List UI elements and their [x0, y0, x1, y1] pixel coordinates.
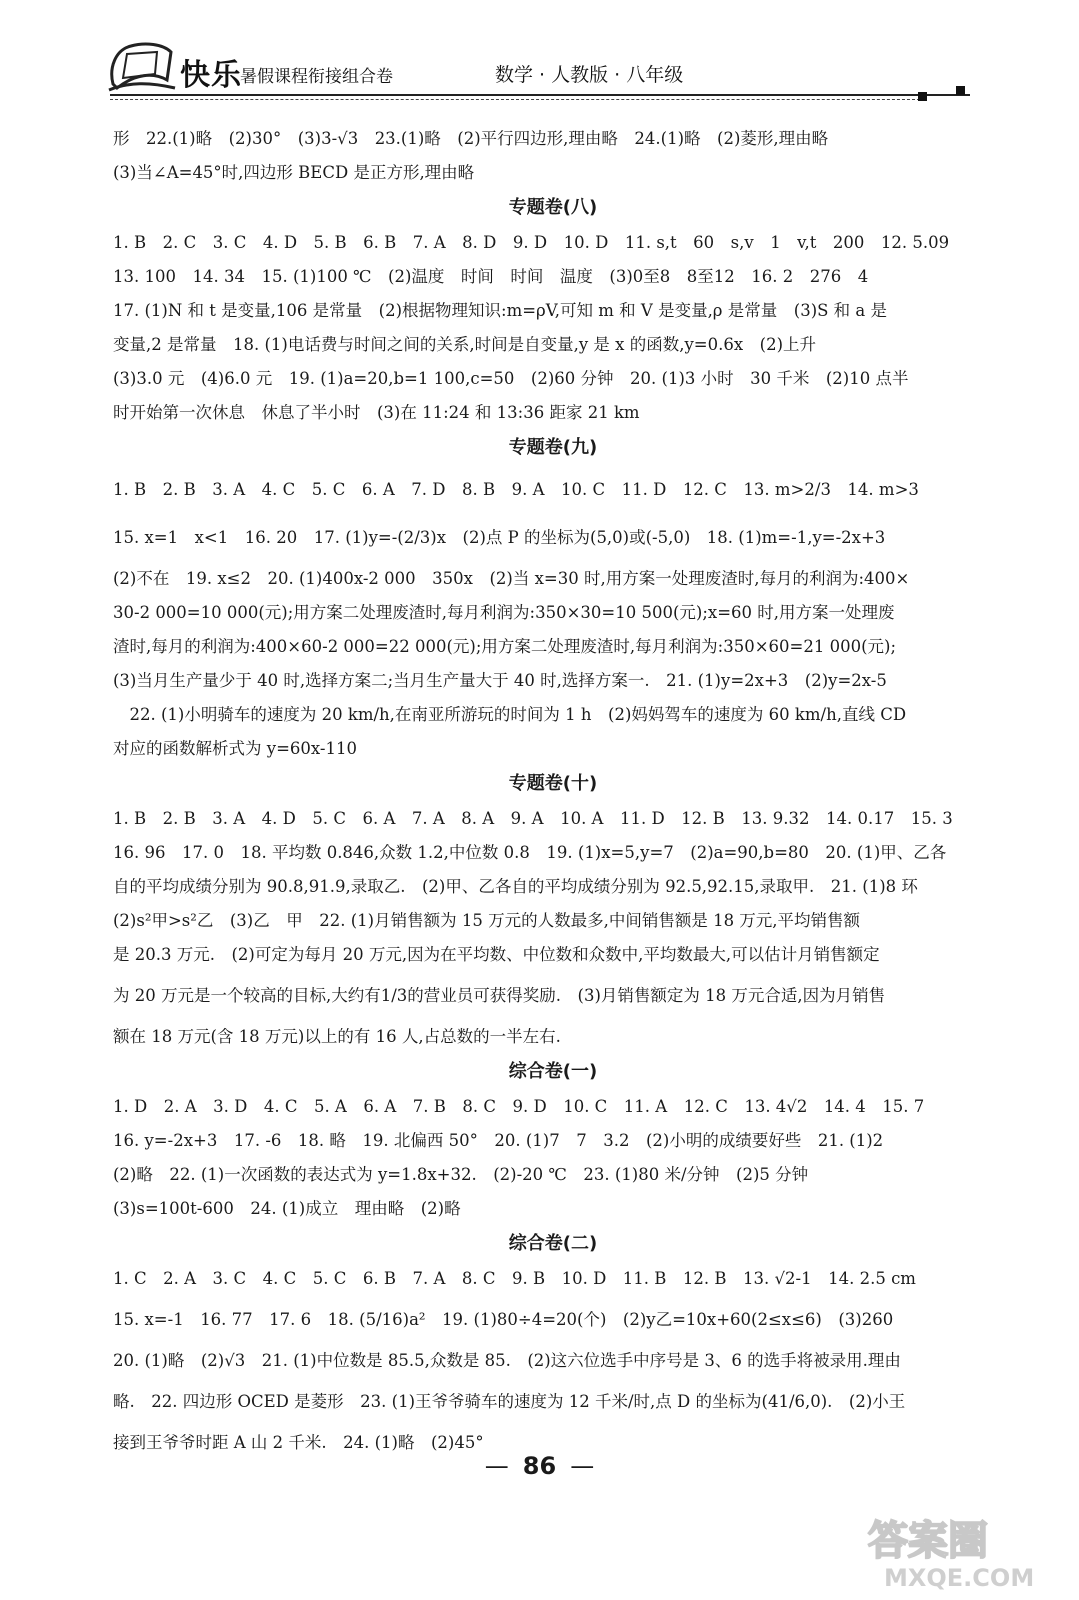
answer-line: (3)当月生产量少于 40 时,选择方案二;当月生产量大于 40 时,选择方案一. 21. (1)y=2x+3 (2)y=2x-5: [113, 671, 887, 690]
answer-line: (3)3.0 元 (4)6.0 元 19. (1)a=20,b=1 100,c=50 (2)60 分钟 20. (1)3 小时 30 千米 (2)10 点半: [113, 369, 909, 388]
answer-line: 13. 100 14. 34 15. (1)100 ℃ (2)温度 时间 时间 温度 (3)0至8 8至12 16. 2 276 4: [113, 267, 869, 286]
watermark-logo-icon: [860, 1508, 1070, 1594]
answer-line: 接到王爷爷时距 A 山 2 千米. 24. (1)略 (2)45°: [113, 1433, 484, 1452]
answer-line: 22. (1)小明骑车的速度为 20 km/h,在南亚所游玩的时间为 1 h (2)妈妈驾车的速度为 60 km/h,直线 CD: [113, 705, 907, 724]
answer-line: 17. (1)N 和 t 是变量,106 是常量 (2)根据物理知识:m=ρV,可知 m 和 V 是变量,ρ 是常量 (3)S 和 a 是: [113, 301, 888, 320]
answer-line: (2)略 22. (1)一次函数的表达式为 y=1.8x+32. (2)-20 ℃ 23. (1)80 米/分钟 (2)5 分钟: [113, 1165, 809, 1184]
page-number-value: 86: [522, 1452, 557, 1480]
header-rule: [110, 94, 970, 96]
page-number-dash-left: —: [484, 1452, 509, 1480]
answer-line: 1. B 2. B 3. A 4. D 5. C 6. A 7. A 8. A 9. A 10. A 11. D 12. B 13. 9.32 14. 0.17 15. 3: [113, 809, 953, 828]
answer-content: [113, 122, 993, 1460]
page-number: [0, 1452, 1079, 1480]
answer-line: 渣时,每月的利润为:400×60-2 000=22 000(元);用方案二处理废渣时,每月利润为:350×60=21 000(元);: [113, 637, 897, 656]
answer-line: 1. B 2. C 3. C 4. D 5. B 6. B 7. A 8. D 9. D 10. D 11. s,t 60 s,v 1 v,t 200 12. 5.09: [113, 233, 950, 252]
square-ornament-icon: [956, 86, 965, 95]
answer-line: 15. x=-1 16. 77 17. 6 18. (5/16)a² 19. (1)80÷4=20(个) (2)y乙=10x+60(2≤x≤6) (3)260: [113, 1310, 894, 1329]
answer-line: (3)s=100t-600 24. (1)成立 理由略 (2)略: [113, 1199, 461, 1218]
answer-line: 形 22.(1)略 (2)30° (3)3-√3 23.(1)略 (2)平行四边形,理由略 24.(1)略 (2)菱形,理由略: [113, 129, 829, 148]
section-title: 专题卷(八): [508, 197, 598, 218]
page-number-dash-right: —: [570, 1452, 595, 1480]
answer-line: 30-2 000=10 000(元);用方案二处理废渣时,每月利润为:350×30=10 500(元);x=60 时,用方案一处理废: [113, 603, 895, 622]
answer-line: 16. 96 17. 0 18. 平均数 0.846,众数 1.2,中位数 0.8 19. (1)x=5,y=7 (2)a=90,b=80 20. (1)甲、乙各: [113, 843, 947, 862]
answer-line: (3)当∠A=45°时,四边形 BECD 是正方形,理由略: [113, 163, 475, 182]
section-title: 综合卷(一): [508, 1061, 598, 1082]
answer-line: 16. y=-2x+3 17. -6 18. 略 19. 北偏西 50° 20. (1)7 7 3.2 (2)小明的成绩要好些 21. (1)2: [113, 1131, 884, 1150]
subject-label: 数学 · 人教版 · 八年级: [495, 64, 684, 86]
section-title: 专题卷(十): [508, 773, 598, 794]
answer-line: 变量,2 是常量 18. (1)电话费与时间之间的关系,时间是自变量,y 是 x 的函数,y=0.6x (2)上升: [113, 335, 817, 354]
answer-line: 时开始第一次休息 休息了半小时 (3)在 11:24 和 13:36 距家 21 km: [113, 403, 640, 422]
answer-line: 1. C 2. A 3. C 4. C 5. C 6. B 7. A 8. C 9. B 10. D 11. B 12. B 13. √2-1 14. 2.5 cm: [113, 1269, 916, 1288]
section-title: 专题卷(九): [508, 437, 598, 458]
square-ornament-icon: [918, 92, 927, 101]
answer-line: 对应的函数解析式为 y=60x-110: [113, 739, 357, 758]
section-title: 综合卷(二): [508, 1233, 598, 1254]
answer-line: 20. (1)略 (2)√3 21. (1)中位数是 85.5,众数是 85. (2)这六位选手中序号是 3、6 的选手将被录用.理由: [113, 1351, 901, 1370]
answer-line: 1. D 2. A 3. D 4. C 5. A 6. A 7. B 8. C 9. D 10. C 11. A 12. C 13. 4√2 14. 4 15. 7: [113, 1097, 925, 1116]
answer-line: (2)s²甲>s²乙 (3)乙 甲 22. (1)月销售额为 15 万元的人数最多,中间销售额是 18 万元,平均销售额: [113, 911, 861, 930]
answer-line: 自的平均成绩分别为 90.8,91.9,录取乙. (2)甲、乙各自的平均成绩分别为 92.5,92.15,录取甲. 21. (1)8 环: [113, 877, 918, 896]
answer-line: 1. B 2. B 3. A 4. C 5. C 6. A 7. D 8. B 9. A 10. C 11. D 12. C 13. m>2/3 14. m>3: [113, 480, 919, 499]
answer-line: (2)不在 19. x≤2 20. (1)400x-2 000 350x (2)当 x=30 时,用方案一处理废渣时,每月的利润为:400×: [113, 569, 910, 588]
answer-line: 略. 22. 四边形 OCED 是菱形 23. (1)王爷爷骑车的速度为 12 千米/时,点 D 的坐标为(41/6,0). (2)小王: [113, 1392, 906, 1411]
answer-line: 是 20.3 万元. (2)可定为每月 20 万元,因为在平均数、中位数和众数中,平均数最大,可以估计月销售额定: [113, 945, 880, 964]
answer-line: 15. x=1 x<1 16. 20 17. (1)y=-(2/3)x (2)点 P 的坐标为(5,0)或(-5,0) 18. (1)m=-1,y=-2x+3: [113, 528, 886, 547]
answer-line: 为 20 万元是一个较高的目标,大约有1/3的营业员可获得奖励. (3)月销售额定为 18 万元合适,因为月销售: [113, 986, 886, 1005]
brand-subtitle: 暑假课程衔接组合卷: [240, 67, 393, 87]
header-rule-dashed: [110, 99, 920, 101]
answer-line: 额在 18 万元(含 18 万元)以上的有 16 人,占总数的一半左右.: [113, 1027, 561, 1046]
watermark-domain: MXQE.COM: [884, 1564, 1035, 1592]
watermark-text: 答案圈: [868, 1518, 988, 1564]
book-logo-icon: [105, 38, 177, 96]
brand-title: 快乐: [180, 58, 242, 93]
page-header: [0, 0, 1079, 100]
